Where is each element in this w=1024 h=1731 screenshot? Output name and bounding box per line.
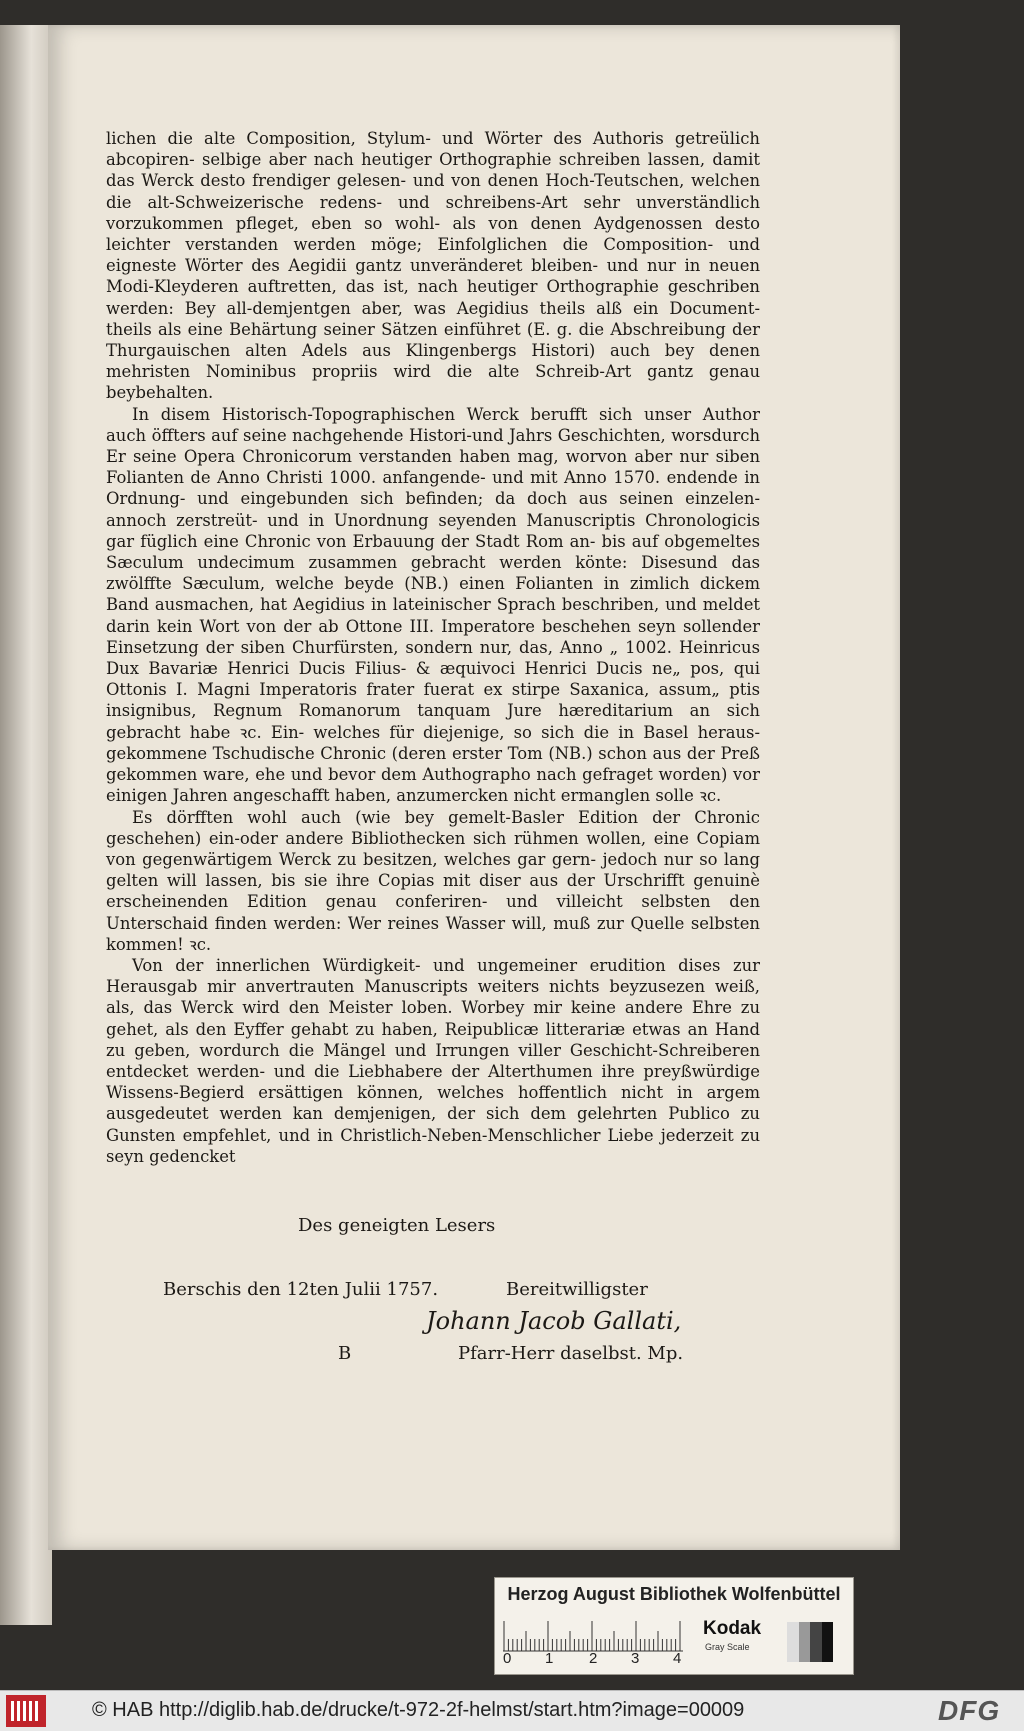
library-color-target bbox=[494, 1577, 854, 1675]
greeting: Des geneigten Lesers bbox=[298, 1215, 496, 1236]
paragraph-4: Von der innerlichen Würdigkeit- und ungemeiner erudition dises zur Herausgab mir anvertrauten Manuscripts weiters nichts beyzusezen weiß, als, das Werck wird den Meister loben. Worbey mir keine andere Ehre zu gehet, als den Eyffer gehabt zu haben, Reipublicæ litterariæ etwas an Hand zu geben, wordurch die Mängel und Irrungen viller Geschicht-Schreiberen entdecket werden- und die Liebhabere der Alterthumen ihre preyßwürdige Wissens-Begierd ersättigen können, welches hoffentlich nicht in argem ausgedeutet werden kan demjenigen, der sich dem gelehrten Publico zu Gunsten empfehlet, und in Christlich-Neben-Menschlicher Liebe jederzeit zu seyn gedencket bbox=[106, 955, 760, 1166]
signer-office: Pfarr-Herr daselbst. Mp. bbox=[458, 1343, 684, 1364]
ruler-number: 1 bbox=[545, 1650, 554, 1667]
kodak-subtitle: Gray Scale bbox=[705, 1642, 750, 1652]
ruler-ticks-icon bbox=[503, 1618, 693, 1652]
ruler-number: 4 bbox=[673, 1650, 682, 1667]
dfg-logo: DFG bbox=[938, 1695, 1001, 1726]
gray-scale-patch bbox=[787, 1622, 833, 1662]
signature-mark: B bbox=[338, 1343, 352, 1364]
paragraph-2: In disem Historisch-Topographischen Werck berufft sich unser Author auch öffters auf seine nachgehende Histori-und Jahrs Geschichten, worsdurch Er seine Opera Chronicorum verstanden haben mag, worvon aber nur siben Folianten de Anno Christi 1000. anfangende- und mit Anno 1570. endende in Ordnung- und eingebunden sich befinden; da doch aus seinen einzelen- annoch zerstreüt- und in Unordnung seyenden Manuscriptis Chronologicis gar füglich eine Chronic von Erbauung der Stadt Rom an- bis auf obgemeltes Sæculum undecimum zusammen gebracht werden könte: Disesund das zwölffte Sæculum, welche beyde (NB.) einen Folianten in zimlich dickem Band ausmachen, hat Aegidius in lateinischer Sprach beschriben, und meldet darin kein Wort von der ab Ottone III. Imperatore beschehen seyn sollender Einsetzung der siben Churfürsten, sondern nur, das, Anno „ 1002. Heinricus Dux Bavariæ Henrici Ducis Filius- & æquivoci Henrici Ducis ne„ pos, qui Ottonis I. Magni Imperatoris frater fuerat ex stirpe Saxanica, assum„ ptis insignibus, Regnum Romanorum tanquam Jure hæreditarium an sich gebracht habe ꝛc. Ein- welches für diejenige, so sich die in Basel heraus-gekommene Tschudische Chronic (deren erster Tom (NB.) schon aus der Preß gekommen ware, ehe und bevor dem Authographo nach gefraget worden) vor einigen Jahren angeschafft haben, anzumercken nicht ermanglen solle ꝛc. bbox=[106, 404, 760, 806]
signer-name: Johann Jacob Gallati, bbox=[426, 1307, 682, 1335]
book-page bbox=[48, 25, 900, 1550]
ruler-numbers bbox=[503, 1650, 693, 1670]
ruler-number: 3 bbox=[631, 1650, 640, 1667]
hab-logo-icon bbox=[6, 1695, 46, 1727]
place-date: Berschis den 12ten Julii 1757. bbox=[163, 1279, 439, 1300]
library-name: Herzog August Bibliothek Wolfenbüttel bbox=[507, 1584, 841, 1604]
footer-bar bbox=[0, 1690, 1024, 1731]
valediction: Bereitwilligster bbox=[506, 1279, 648, 1300]
book-edge bbox=[0, 25, 52, 1625]
paragraph-1: lichen die alte Composition, Stylum- und Wörter des Authoris getreülich abcopiren- selbige aber nach heutiger Orthographie schreiben lassen, damit das Werck desto frendiger gelesen- und von denen Hoch-Teutschen, welchen die alt-Schweizerische redens- und schreibens-Art sehr unverständlich vorzukommen pfleget, eben so wohl- als von denen Aydgenossen desto leichter verstanden werden möge; Einfolglichen die Composition- und eigneste Wörter des Aegidii gantz unveränderet bleiben- und nur in neuen Modi-Kleyderen auftretten, das ist, nach heutiger Orthographie geschriben werden: Bey all-demjentgen aber, was Aegidius theils alß ein Document- theils als eine Behärtung seiner Sätzen einführet (E. g. die Abschreibung der Thurgauischen alten Adels aus Klingenbergs Histori) auch bey denen mehristen Nominibus propriis wird die alte Schreib-Art gantz genau beybehalten. bbox=[106, 129, 760, 403]
ruler-scale bbox=[503, 1618, 693, 1652]
page-text bbox=[106, 128, 760, 1167]
ruler-number: 0 bbox=[503, 1650, 512, 1667]
source-url[interactable]: © HAB http://diglib.hab.de/drucke/t-972-2f-helmst/start.htm?image=00009 bbox=[92, 1699, 745, 1721]
paragraph-3: Es dörfften wohl auch (wie bey gemelt-Basler Edition der Chronic geschehen) ein-oder andere Bibliothecken sich rühmen wollen, eine Copiam von gegenwärtigem Werck zu besitzen, welches gar gern- jedoch nur so lang gelten will lassen, bis sie ihre Copias mit diser aus der Urschrifft genuinè erscheinenden Edition genau conferiren- und villeicht selbsten den Unterschaid finden werden: Wer reines Wasser will, muß zur Quelle selbsten kommen! ꝛc. bbox=[106, 807, 760, 954]
kodak-brand: Kodak bbox=[703, 1618, 762, 1639]
ruler-number: 2 bbox=[589, 1650, 598, 1667]
